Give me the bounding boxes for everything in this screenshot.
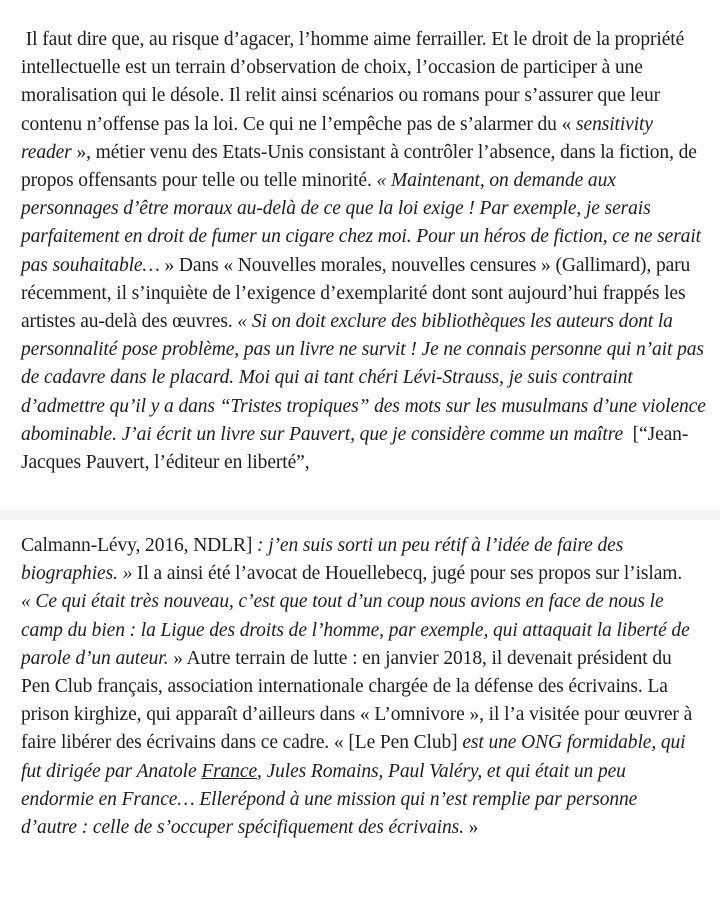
text-run: Il faut dire que, au risque d’agacer, l’homme aime ferrailler. Et le droit de la propriété intellectuelle est un terrain d’observation de choix, l’occasion de participer à une moralisation qui le désole. Il relit ainsi scénarios ou romans pour s’assurer que leur contenu n’offense pas la loi. Ce qui ne l’empêche pas de s’alarmer du « [21, 29, 685, 135]
text-run: » Autre terrain de lutte : en janvier 2018, il devenait président du Pen Club français, association internationale chargée de la défense des écrivains. La prison kirghize, qui apparaît d’ailleurs dans « L’omnivore », il l’a visitée pour œuvrer à faire libérer des écrivains dans ce cadre. « [Le Pen Club] [21, 647, 693, 754]
quote-run: est une ONG formidable, qui fut dirigée par Anatole [21, 732, 686, 782]
article-paragraph-1 [21, 26, 711, 477]
text-run: » [463, 817, 479, 839]
italic-term: sensitivity reader [21, 113, 653, 163]
link-france[interactable]: France [201, 760, 258, 782]
page-separator [0, 510, 720, 520]
quote-run: , Jules Romains, Paul Valéry, et qui était un peu endormie en France… Ellerépond à une mission qui n’est remplie par personne d’autre : celle de s’occuper spécifiquement des écrivains. [21, 760, 638, 839]
quote-run: « Ce qui était très nouveau, c’est que tout d’un coup nous avions en face de nous le camp du bien : la Ligue des droits de l’homme, par exemple, qui attaquait la liberté de parole d’un auteur. [21, 591, 690, 669]
article-paragraph-2 [21, 532, 701, 842]
quote-run: « Maintenant, on demande aux personnages d’être moraux au-delà de ce que la loi exige ! Par exemple, je serais parfaitement en droit de fumer un cigare chez moi. Pour un héros de fiction, ce ne serait pas souhaitable… [21, 170, 701, 276]
text-run: » Dans « Nouvelles morales, nouvelles censures » (Gallimard), paru récemment, il s’inquiète de l’exigence d’exemplarité dont sont aujourd’hui frappés les artistes au-delà des œuvres. [21, 254, 691, 333]
text-run: », métier venu des Etats-Unis consistant à contrôler l’absence, dans la fiction, de propos offensants pour telle ou telle minorité. [21, 141, 697, 192]
text-run: [“Jean-Jacques Pauvert, l’éditeur en liberté”, [21, 423, 689, 474]
text-run: Il a ainsi été l’avocat de Houellebecq, jugé pour ses propos sur l’islam. [132, 563, 683, 585]
quote-run: « Si on doit exclure des bibliothèques les auteurs dont la personnalité pose problème, pas un livre ne survit ! Je ne connais personne qui n’ait pas de cadavre dans le placard. Moi qui ai tant chéri Lévi-Strauss, je suis contraint d’admettre qu’il y a dans “Tristes tropiques” des mots sur les musulmans d’une violence abominable. J’ai écrit un livre sur Pauvert, que je considère comme un maître [21, 311, 706, 445]
text-run: Calmann-Lévy, 2016, NDLR] [21, 535, 253, 556]
quote-run: : j’en suis sorti un peu rétif à l’idée de faire des biographies. » [21, 535, 624, 585]
